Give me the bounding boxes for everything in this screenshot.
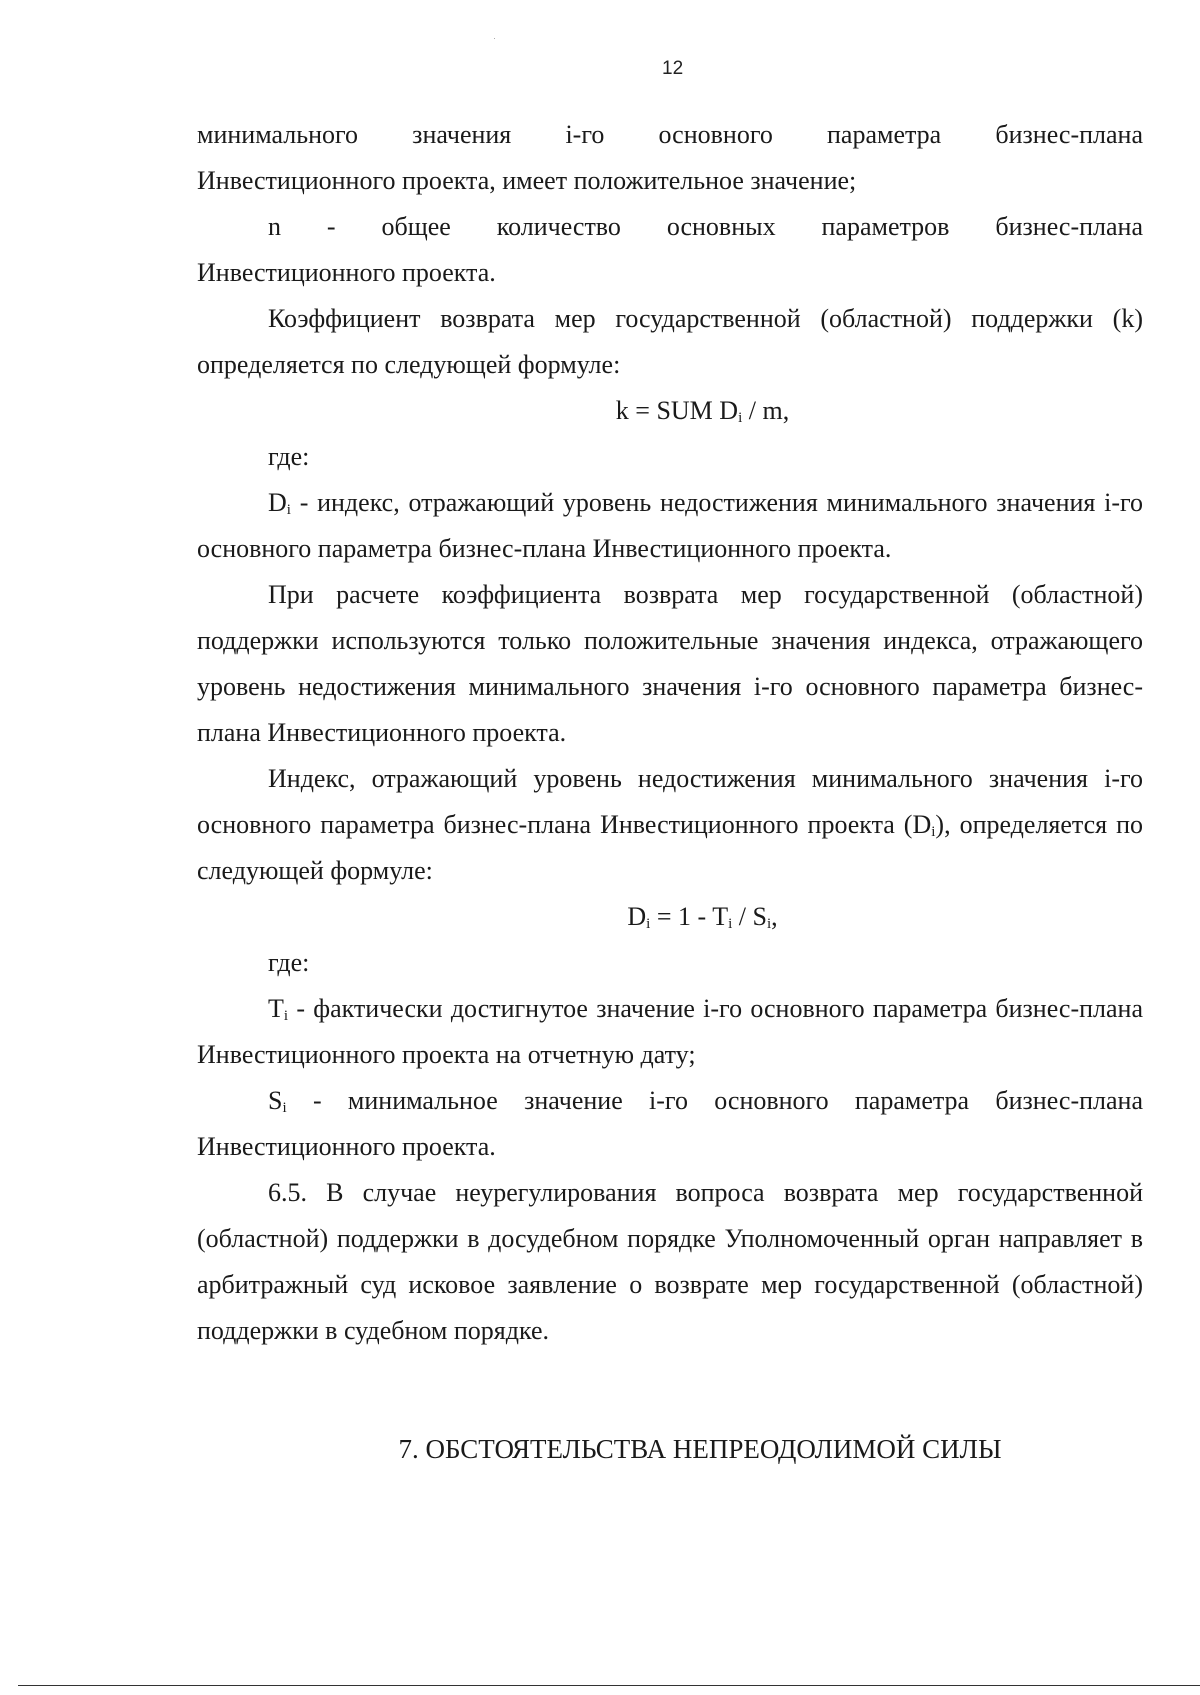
document-body — [197, 112, 1143, 1354]
ti-definition-text: - фактически достигнутое значение i-го основного параметра бизнес-плана Инвестиционного проекта на отчетную дату; — [197, 994, 1143, 1069]
index-intro-subscript: i — [931, 824, 936, 840]
paragraph-di-definition — [197, 480, 1143, 572]
formula-di-a: D — [627, 902, 647, 931]
paragraph-index-formula-intro — [197, 756, 1143, 894]
formula-di-b: = 1 - T — [650, 902, 729, 931]
paragraph-n-definition-line2: Инвестиционного проекта. — [197, 258, 496, 287]
page-number: 12 — [662, 58, 684, 79]
formula-di-a-sub: i — [646, 916, 651, 932]
si-subscript: i — [282, 1100, 287, 1116]
index-intro-tail: ), определяется по следующей формуле: — [197, 810, 1143, 885]
paragraph-n-definition-line1: n - общее количество основных параметров бизнес-плана — [268, 212, 1143, 241]
formula-k-main: k = SUM D — [615, 396, 739, 425]
formula-di — [197, 894, 1143, 940]
paragraph-ti-definition — [197, 986, 1143, 1078]
paragraph-continuation-line1: минимального значения i-го основного параметра бизнес-плана — [197, 120, 1143, 149]
ti-subscript: i — [283, 1008, 289, 1024]
di-subscript: i — [286, 502, 291, 518]
paragraph-coefficient-k: Коэффициент возврата мер государственной (областной) поддержки (k) определяется по следующей формуле: — [197, 304, 1143, 379]
section-heading-7: 7. ОБСТОЯТЕЛЬСТВА НЕПРЕОДОЛИМОЙ СИЛЫ — [398, 1434, 1002, 1464]
paragraph-calculation-note: При расчете коэффициента возврата мер государственной (областной) поддержки используются только положительные значения индекса, отражающего уровень недостижения минимального значения i-го основного параметра бизнес-плана Инвестиционного проекта. — [197, 580, 1143, 747]
formula-di-d: , — [771, 902, 778, 931]
formula-di-c: / S — [732, 902, 767, 931]
formula-k — [197, 388, 1143, 434]
formula-k-subscript: i — [738, 410, 743, 426]
footer-divider — [18, 1685, 1200, 1686]
paragraph-si-definition — [197, 1078, 1143, 1170]
paragraph-6-5: 6.5. В случае неурегулирования вопроса возврата мер государственной (областной) поддержки в досудебном порядке Уполномоченный орган направляет в арбитражный суд исковое заявление о возврате мер государственной (областной) поддержки в судебном порядке. — [197, 1178, 1143, 1345]
where-label-1: где: — [268, 442, 310, 471]
where-label-2: где: — [268, 948, 310, 977]
ti-symbol: T — [268, 994, 284, 1023]
formula-di-c-sub: i — [766, 916, 772, 932]
formula-di-b-sub: i — [728, 916, 733, 932]
di-definition-text: - индекс, отражающий уровень недостижения минимального значения i-го основного параметра бизнес-плана Инвестиционного проекта. — [197, 488, 1143, 563]
scan-dot — [494, 38, 495, 39]
paragraph-continuation-line2: Инвестиционного проекта, имеет положительное значение; — [197, 166, 857, 195]
di-symbol: D — [268, 488, 287, 517]
index-intro-text: Индекс, отражающий уровень недостижения минимального значения i-го основного параметра бизнес-плана Инвестиционного проекта (D — [197, 764, 1143, 839]
si-definition-text: - минимальное значение i-го основного параметра бизнес-плана Инвестиционного проекта. — [197, 1086, 1143, 1161]
formula-k-tail: / m, — [742, 396, 790, 425]
si-symbol: S — [268, 1086, 283, 1115]
